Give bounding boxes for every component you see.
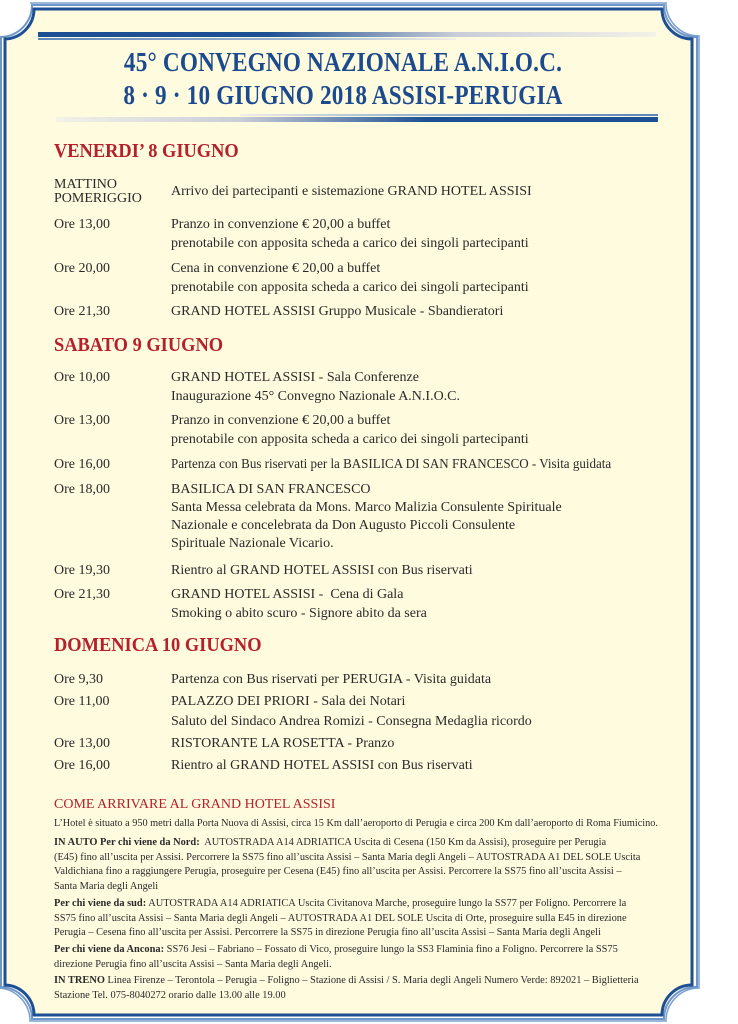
event-time: Ore 11,00 (54, 694, 110, 709)
paragraph-text: AUTOSTRADA A14 ADRIATICA Uscita Civitanova Marche, proseguire lungo la SS77 per Foligno. Percorrere la (146, 898, 627, 909)
event-time: Ore 16,00 (54, 457, 110, 472)
event-time: Ore 10,00 (54, 370, 110, 385)
desc-line: Santa Messa celebrata da Mons. Marco Malizia Consulente Spirituale (171, 500, 562, 515)
desc-line: GRAND HOTEL ASSISI Gruppo Musicale - Sbandieratori (171, 304, 504, 319)
directions-paragraph-train (54, 974, 658, 1003)
paragraph-line: Stazione Tel. 075-8040272 orario dalle 13.00 alle 19.00 (54, 989, 286, 1001)
event-description (171, 586, 711, 622)
paragraph-line (54, 897, 658, 912)
desc-line: prenotabile con apposita scheda a carico dei singoli partecipanti (171, 280, 529, 295)
desc-line: Rientro al GRAND HOTEL ASSISI con Bus riservati (171, 758, 473, 773)
event-description (171, 369, 711, 405)
paragraph-line (54, 974, 658, 989)
paragraph-label: IN TRENO (54, 975, 105, 986)
event-description (171, 260, 711, 296)
page-subtitle: 8 · 9 · 10 GIUGNO 2018 ASSISI-PERUGIA (123, 80, 563, 110)
desc-line: Smoking o abito scuro - Signore abito da sera (171, 606, 427, 621)
desc-line: Nazionale e concelebrata da Don Augusto Piccoli Consulente (171, 518, 516, 533)
event-description (171, 481, 711, 552)
event-time: Ore 13,00 (54, 217, 110, 232)
event-description (171, 183, 711, 200)
event-time: Ore 13,00 (54, 413, 110, 428)
event-description (171, 412, 711, 448)
desc-line: BASILICA DI SAN FRANCESCO (171, 482, 371, 497)
directions-intro (54, 817, 658, 832)
event-time: Ore 9,30 (54, 672, 103, 687)
event-description (171, 216, 711, 252)
event-description (171, 456, 711, 473)
desc-line: prenotabile con apposita scheda a carico dei singoli partecipanti (171, 236, 529, 251)
intro-line: L’Hotel è situato a 950 metri dalla Porta Nuova di Assisi, circa 15 Km dall’aeroporto di Perugia e circa 200 Km dall’aeroporto di Roma Fiumicino. (54, 818, 658, 829)
paragraph-line: SS75 fino all’uscita Assisi – Santa Maria degli Angeli – AUTOSTRADA A1 DEL SOLE Uscita di Orte, proseguire sulla E45 in direzione (54, 912, 627, 924)
desc-line: RISTORANTE LA ROSETTA - Pranzo (171, 736, 395, 751)
paragraph-line (54, 943, 658, 958)
directions-title: COME ARRIVARE AL GRAND HOTEL ASSISI (54, 797, 336, 812)
desc-line: Pranzo in convenzione € 20,00 a buffet (171, 217, 391, 232)
desc-line: Rientro al GRAND HOTEL ASSISI con Bus riservati (171, 563, 473, 578)
page-title: 45° CONVEGNO NAZIONALE A.N.I.O.C. (123, 47, 563, 77)
day-heading: VENERDI’ 8 GIUGNO (54, 140, 239, 162)
header-rule-top-thin (38, 38, 456, 40)
event-time: Ore 20,00 (54, 261, 110, 276)
paragraph-line: direzione Perugia fino all’uscita Assisi – Santa Maria degli Angeli. (54, 958, 332, 970)
paragraph-label: Per chi viene da Ancona: (54, 944, 165, 955)
paragraph-label: IN AUTO Per chi viene da Nord: (54, 837, 200, 848)
directions-paragraph-ancona (54, 943, 658, 972)
directions-paragraph-south (54, 897, 658, 941)
desc-line: GRAND HOTEL ASSISI - Cena di Gala (171, 587, 404, 602)
event-time: Ore 18,00 (54, 482, 110, 497)
event-time: Ore 16,00 (54, 758, 110, 773)
desc-line: Saluto del Sindaco Andrea Romizi - Consegna Medaglia ricordo (171, 714, 532, 729)
event-description (171, 671, 711, 688)
paragraph-line (54, 836, 658, 851)
paragraph-line: (E45) fino all’uscita per Assisi. Percorrere la SS75 fino all’uscita Assisi – Santa Maria degli Angeli – AUTOSTRADA A1 DEL SOLE Uscita (54, 851, 641, 863)
event-time: Ore 21,30 (54, 304, 110, 319)
header-rule-top (38, 32, 456, 37)
desc-line: prenotabile con apposita scheda a carico dei singoli partecipanti (171, 432, 529, 447)
header-rule-bottom-thin (240, 114, 658, 116)
desc-line: Partenza con Bus riservati per PERUGIA - Visita guidata (171, 672, 492, 687)
desc-line: Cena in convenzione € 20,00 a buffet (171, 261, 381, 276)
event-time: Ore 19,30 (54, 563, 110, 578)
header-rule-bottom (240, 117, 658, 122)
desc-line: Spirituale Nazionale Vicario. (171, 536, 334, 551)
paragraph-text: AUTOSTRADA A14 ADRIATICA Uscita di Cesena (150 Km da Assisi), proseguire per Perugia (199, 837, 607, 848)
paragraph-line: Perugia – Cesena fino all’uscita per Assisi. Percorrere la SS75 in direzione Perugia fino all’uscita Assisi – Santa Maria degli Angeli (54, 927, 601, 939)
desc-line: Arrivo dei partecipanti e sistemazione GRAND HOTEL ASSISI (171, 184, 532, 199)
event-description (171, 693, 711, 730)
paragraph-text: SS76 Jesi – Fabriano – Fossato di Vico, proseguire lungo la SS3 Flaminia fino a Foligno. Percorrere la SS75 (164, 944, 618, 955)
event-description (171, 757, 711, 774)
paragraph-label: Per chi viene da sud: (54, 898, 147, 909)
header-rule-top-right (456, 32, 656, 37)
day-heading: DOMENICA 10 GIUGNO (54, 634, 262, 656)
directions-paragraph-north (54, 836, 658, 894)
event-description (171, 562, 711, 579)
day-heading: SABATO 9 GIUGNO (54, 334, 224, 356)
paragraph-text: Linea Firenze – Terontola – Perugia – Foligno – Stazione di Assisi / S. Maria degli Angeli Numero Verde: 892021 – Biglietteria (104, 975, 639, 986)
desc-line: PALAZZO DEI PRIORI - Sala dei Notari (171, 694, 406, 709)
time-line: MATTINO (54, 177, 117, 192)
event-description (171, 735, 711, 752)
paragraph-line: Valdichiana fino a raggiungere Perugia, proseguire per Cesena (E45) fino all’uscita per Assisi. Percorrere la SS75 fino all’uscita Assisi – (54, 866, 622, 878)
desc-line: Partenza con Bus riservati per la BASILICA DI SAN FRANCESCO - Visita guidata (171, 457, 612, 472)
desc-line: Inaugurazione 45° Convegno Nazionale A.N.I.O.C. (171, 389, 461, 404)
paragraph-line: Santa Maria degli Angeli (54, 880, 159, 892)
desc-line: Pranzo in convenzione € 20,00 a buffet (171, 413, 391, 428)
desc-line: GRAND HOTEL ASSISI - Sala Conferenze (171, 370, 419, 385)
header-rule-bottom-left (56, 117, 240, 122)
event-time: Ore 13,00 (54, 736, 110, 751)
event-time: Ore 21,30 (54, 587, 110, 602)
time-line: POMERIGGIO (54, 191, 142, 206)
event-time (54, 176, 164, 207)
event-description (171, 303, 711, 320)
